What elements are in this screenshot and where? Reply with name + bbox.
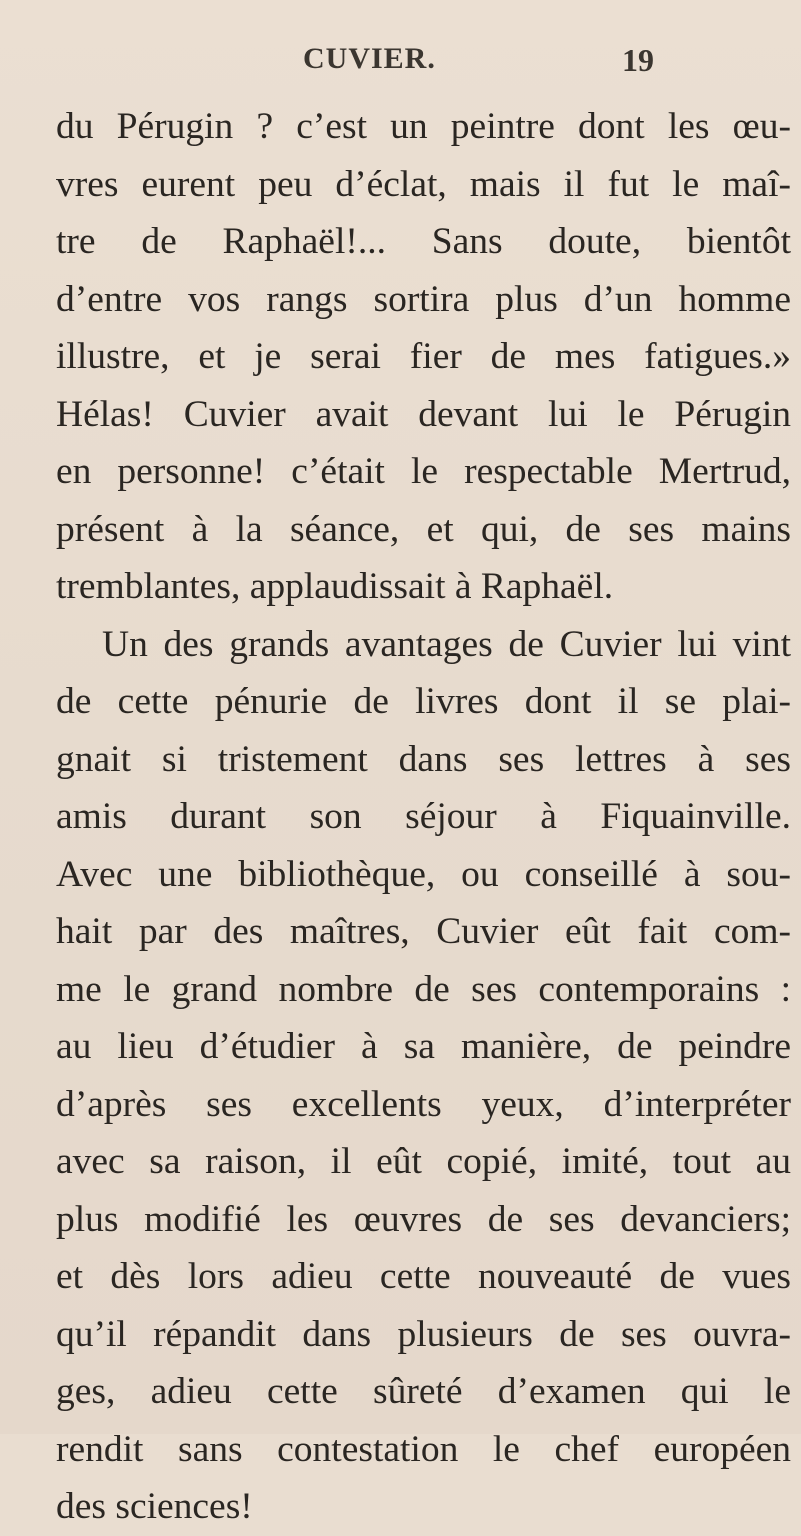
- text-line: d’entre vos rangs sortira plus d’un homme: [56, 278, 791, 320]
- text-line: tremblantes, applaudissait à Raphaël.: [56, 566, 614, 607]
- text-line: de cette pénurie de livres dont il se plai-: [56, 681, 791, 722]
- text-line: hait par des maîtres, Cuvier eût fait com-: [56, 911, 791, 952]
- text-line: Hélas! Cuvier avait devant lui le Pérugin: [56, 393, 791, 435]
- text-line: et dès lors adieu cette nouveauté de vues: [56, 1256, 791, 1297]
- text-line: amis durant son séjour à Fiquainville.: [56, 796, 791, 837]
- text-line: me le grand nombre de ses contemporains :: [56, 968, 791, 1010]
- page-number: 19: [622, 42, 654, 78]
- text-line: ges, adieu cette sûreté d’examen qui le: [56, 1371, 791, 1412]
- text-line: d’après ses excellents yeux, d’interpréter: [56, 1083, 791, 1125]
- running-head: [0, 42, 801, 82]
- text-line: au lieu d’étudier à sa manière, de peindre: [56, 1026, 791, 1067]
- text-line: Avec une bibliothèque, ou conseillé à sou-: [56, 853, 791, 895]
- text-line: tre de Raphaël!... Sans doute, bientôt: [56, 221, 791, 262]
- running-head-title: CUVIER.: [303, 42, 436, 75]
- text-line: avec sa raison, il eût copié, imité, tout au: [56, 1141, 791, 1182]
- text-line: plus modifié les œuvres de ses devanciers;: [56, 1198, 791, 1240]
- text-line: gnait si tristement dans ses lettres à ses: [56, 738, 791, 780]
- text-line: présent à la séance, et qui, de ses mains: [56, 508, 791, 550]
- paragraph-first-line: Un des grands avantages de Cuvier lui vint: [102, 623, 791, 665]
- text-line: vres eurent peu d’éclat, mais il fut le maî-: [56, 163, 791, 205]
- body-text: [56, 98, 791, 1536]
- text-line: en personne! c’était le respectable Mertrud,: [56, 451, 791, 492]
- text-line: qu’il répandit dans plusieurs de ses ouvra-: [56, 1313, 791, 1355]
- text-line: du Pérugin ? c’est un peintre dont les œu-: [56, 106, 791, 147]
- text-line: illustre, et je serai fier de mes fatigues.»: [56, 336, 791, 377]
- text-line: rendit sans contestation le chef européen: [56, 1428, 791, 1470]
- text-line: des sciences!: [56, 1486, 253, 1527]
